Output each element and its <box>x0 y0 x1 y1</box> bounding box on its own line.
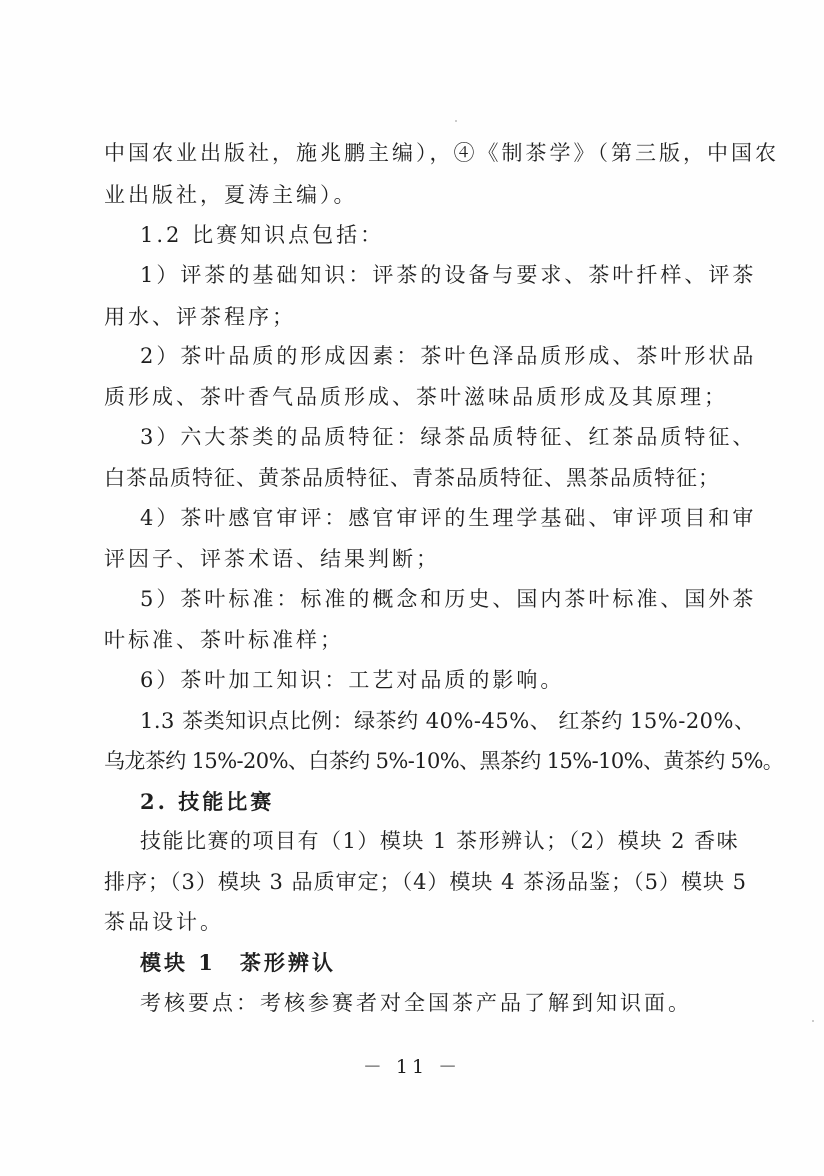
text-line: 排序；（3）模块 3 品质审定；（4）模块 4 茶汤品鉴；（5）模块 5 <box>104 870 748 894</box>
text-line: 中国农业出版社，施兆鹏主编），④《制茶学》（第三版，中国农 <box>104 141 779 165</box>
text-line: 乌龙茶约 15%-20%、白茶约 5%-10%、黑茶约 15%-10%、黄茶约 5%。 <box>104 749 784 773</box>
section-heading: 2. 技能比赛 <box>140 789 275 814</box>
text-line: 4）茶叶感官审评：感官审评的生理学基础、审评项目和审 <box>140 506 757 530</box>
text-line: 1.3 茶类知识点比例：绿茶约 40%-45%、 红茶约 15%-20%、 <box>140 709 756 733</box>
section-heading: 1.2 比赛知识点包括： <box>140 223 385 247</box>
text-line: 白茶品质特征、黄茶品质特征、青茶品质特征、黑茶品质特征； <box>104 466 720 490</box>
text-line: 1）评茶的基础知识：评茶的设备与要求、茶叶扦样、评茶 <box>140 263 757 287</box>
text-line: 质形成、茶叶香气品质形成、茶叶滋味品质形成及其原理； <box>104 385 728 409</box>
text-line: 用水、评茶程序； <box>104 305 296 329</box>
scan-artifact <box>455 120 457 122</box>
text-line: 6）茶叶加工知识：工艺对品质的影响。 <box>140 668 565 692</box>
text-line: 业出版社，夏涛主编）。 <box>104 183 358 207</box>
text-line: 技能比赛的项目有（1）模块 1 茶形辨认；（2）模块 2 香味 <box>140 829 740 853</box>
page-number: － 11 － <box>362 1056 462 1078</box>
text-line: 茶品设计。 <box>104 910 224 934</box>
module-heading: 模块 1 茶形辨认 <box>140 950 336 975</box>
scan-artifact <box>812 1020 814 1022</box>
text-line: 2）茶叶品质的形成因素：茶叶色泽品质形成、茶叶形状品 <box>140 344 757 368</box>
text-line: 5）茶叶标准：标准的概念和历史、国内茶叶标准、国外茶 <box>140 587 757 611</box>
text-line: 评因子、评茶术语、结果判断； <box>104 547 440 571</box>
text-line: 叶标准、茶叶标准样； <box>104 628 344 652</box>
text-line: 考核要点：考核参赛者对全国茶产品了解到知识面。 <box>140 991 692 1015</box>
text-line: 3）六大茶类的品质特征：绿茶品质特征、红茶品质特征、 <box>140 425 757 449</box>
